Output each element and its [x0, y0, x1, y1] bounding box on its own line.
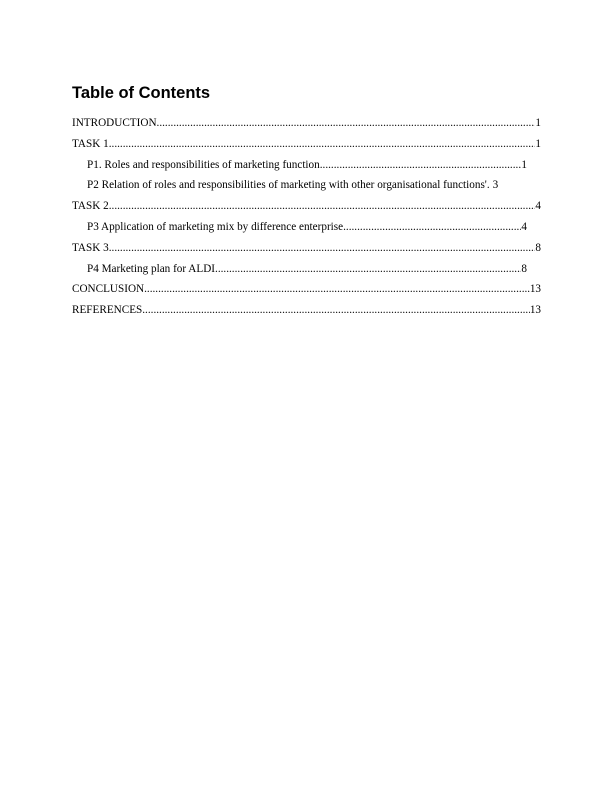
toc-page-number: 1: [535, 117, 541, 129]
toc-entry-label: P1. Roles and responsibilities of marketing function: [87, 158, 320, 171]
toc-page-number: 13: [529, 283, 541, 296]
toc-dot-leader: [343, 220, 521, 234]
toc-entry-p1[interactable]: [72, 158, 527, 179]
toc-dot-leader: [109, 199, 536, 213]
toc-entry-task-1[interactable]: [72, 137, 541, 158]
toc-dot-leader: [109, 137, 536, 151]
toc-list: [72, 116, 542, 324]
toc-dot-leader: [320, 158, 522, 172]
toc-entry-conclusion[interactable]: [72, 282, 541, 303]
toc-page-number: 8: [535, 241, 541, 254]
toc-entry-label: TASK 1: [72, 137, 109, 150]
toc-entry-p4[interactable]: [72, 262, 527, 283]
toc-heading: Table of Contents: [72, 84, 211, 102]
toc-entry-label: P3 Application of marketing mix by difference enterprise: [87, 220, 344, 233]
toc-page-number: 1: [535, 137, 541, 150]
toc-dot-leader: [109, 241, 536, 255]
toc-entry-task-3[interactable]: [72, 241, 541, 262]
toc-page-number: 4: [535, 200, 541, 213]
toc-page-number: 3: [492, 179, 499, 192]
toc-entry-label: P2 Relation of roles and responsibilities of marketing with other organisational functions'.: [87, 179, 490, 192]
toc-page-number: 1: [521, 158, 527, 171]
toc-dot-leader: [144, 282, 530, 296]
toc-dot-leader: [142, 303, 530, 317]
toc-page-number: 13: [529, 304, 541, 317]
toc-entry-introduction[interactable]: [72, 116, 541, 137]
toc-entry-label: CONCLUSION: [72, 283, 145, 296]
toc-page-number: 8: [521, 262, 527, 275]
toc-entry-label: INTRODUCTION: [72, 117, 157, 129]
toc-entry-p3[interactable]: [72, 220, 527, 241]
toc-entry-label: TASK 2: [72, 200, 109, 213]
toc-dot-leader: [157, 116, 536, 130]
toc-page-number: 4: [521, 220, 527, 233]
toc-entry-references[interactable]: [72, 303, 541, 324]
toc-entry-p2[interactable]: [72, 178, 541, 199]
toc-entry-label: P4 Marketing plan for ALDI: [87, 262, 216, 275]
toc-entry-label: REFERENCES: [72, 304, 143, 317]
toc-entry-label: TASK 3: [72, 241, 109, 254]
toc-entry-task-2[interactable]: [72, 199, 541, 220]
toc-dot-leader: [215, 262, 521, 276]
